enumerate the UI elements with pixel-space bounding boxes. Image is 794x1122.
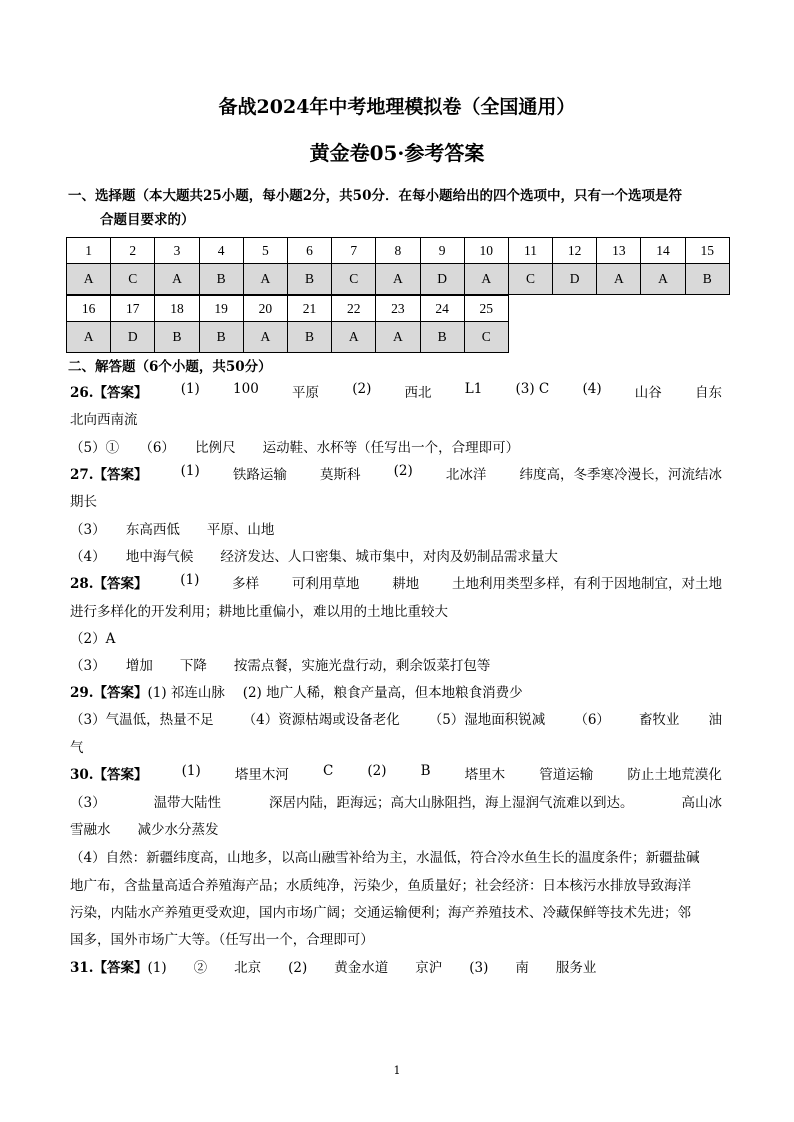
answer-part: 100 bbox=[233, 381, 259, 397]
answer-line bbox=[70, 791, 722, 811]
answer-cell: A bbox=[464, 264, 508, 295]
answer-part: 塔里木河 bbox=[234, 767, 289, 783]
answer-part: 耕地 bbox=[392, 576, 420, 592]
answer-label: 29.【答案】 bbox=[70, 685, 148, 701]
answer-part: 土地利用类型多样，有利于因地制宜，对土地 bbox=[451, 576, 722, 592]
section-choice-line2: 合题目要求的） bbox=[100, 212, 195, 228]
answer-part: C bbox=[322, 763, 334, 779]
answer-cell: C bbox=[332, 264, 376, 295]
answer-part: （4）资源枯竭或设备老化 bbox=[242, 712, 400, 728]
answer-cell: B bbox=[199, 264, 243, 295]
answer-cell: A bbox=[243, 264, 287, 295]
question-number-cell: 19 bbox=[199, 296, 243, 322]
answer-cell: A bbox=[332, 322, 376, 353]
answer-line: 国多，国外市场广大等。（任写出一个，合理即可） bbox=[70, 932, 374, 948]
section-choice-line1: 一、选择题（本大题共25小题，每小题2分，共50分．在每小题给出的四个选项中，只有一个选项是符 bbox=[68, 188, 682, 204]
answer-part: 塔里木 bbox=[464, 767, 506, 783]
answer-part: (1) bbox=[181, 763, 201, 779]
answer-part: (2) bbox=[352, 381, 372, 397]
answer-line: （4）自然：新疆纬度高，山地多，以高山融雪补给为主，水温低，符合冷水鱼生长的温度条件；新疆盐碱 bbox=[70, 850, 700, 866]
answer-cell: A bbox=[597, 264, 641, 295]
question-number-cell: 22 bbox=[332, 296, 376, 322]
answer-part: 莫斯科 bbox=[320, 467, 361, 483]
question-number-cell: 6 bbox=[287, 238, 331, 264]
answer-part: (4) bbox=[582, 381, 602, 397]
question-number-cell: 16 bbox=[67, 296, 111, 322]
answer-part: 多样 bbox=[232, 576, 260, 592]
answer-cell: D bbox=[553, 264, 597, 295]
answer-cell: B bbox=[287, 264, 331, 295]
answer-part: B bbox=[420, 763, 431, 779]
answer-label: 27.【答案】 bbox=[70, 467, 148, 483]
answer-part: 北冰洋 bbox=[445, 467, 487, 483]
answer-part: 自东 bbox=[695, 385, 722, 401]
question-number-cell: 15 bbox=[685, 238, 729, 264]
answer-cell: A bbox=[376, 322, 420, 353]
answer-cell: A bbox=[67, 322, 111, 353]
answer-line: 雪融水 减少水分蒸发 bbox=[70, 822, 219, 838]
section-choice-heading bbox=[68, 184, 728, 232]
answer-line bbox=[70, 763, 722, 783]
answer-part: 防止土地荒漠化 bbox=[627, 767, 722, 783]
answer-line bbox=[70, 708, 722, 728]
answer-table-2 bbox=[66, 295, 509, 353]
answer-line bbox=[70, 681, 523, 701]
answer-part: (1) bbox=[180, 381, 200, 397]
answer-row bbox=[67, 322, 509, 353]
question-number-cell: 20 bbox=[243, 296, 287, 322]
question-number-cell: 4 bbox=[199, 238, 243, 264]
answer-line bbox=[70, 956, 596, 976]
answer-part: 纬度高，冬季寒冷漫长，河流结冰 bbox=[519, 467, 722, 483]
answer-cell: A bbox=[641, 264, 685, 295]
answer-part: 畜牧业 bbox=[638, 712, 680, 728]
answer-text: (1) ② 北京 (2) 黄金水道 京沪 (3) 南 服务业 bbox=[147, 960, 597, 976]
question-number-cell: 9 bbox=[420, 238, 464, 264]
question-number-cell: 8 bbox=[376, 238, 420, 264]
question-number-cell: 14 bbox=[641, 238, 685, 264]
question-number-cell: 10 bbox=[464, 238, 508, 264]
answer-cell: A bbox=[376, 264, 420, 295]
answer-cell: C bbox=[111, 264, 155, 295]
answer-part: 油 bbox=[708, 712, 722, 728]
question-number-row bbox=[67, 238, 730, 264]
answer-label: 30.【答案】 bbox=[70, 767, 148, 783]
page-number: 1 bbox=[393, 1064, 401, 1077]
answer-cell: B bbox=[199, 322, 243, 353]
question-number-cell: 11 bbox=[508, 238, 552, 264]
question-number-cell: 5 bbox=[243, 238, 287, 264]
question-number-cell: 1 bbox=[67, 238, 111, 264]
question-number-cell: 7 bbox=[332, 238, 376, 264]
answer-part: (1) bbox=[180, 463, 200, 479]
answer-line: 进行多样化的开发利用；耕地比重偏小，难以用的土地比重较大 bbox=[70, 604, 448, 620]
question-number-cell: 12 bbox=[553, 238, 597, 264]
answer-line: （3） 增加 下降 按需点餐，实施光盘行动，剩余饭菜打包等 bbox=[70, 658, 491, 674]
answer-line bbox=[70, 463, 722, 483]
answer-line: 污染，内陆水产养殖更受欢迎，国内市场广阔；交通运输便利；海产养殖技术、冷藏保鲜等技术先进；邻 bbox=[70, 905, 691, 921]
answer-line: 期长 bbox=[70, 494, 97, 510]
answer-label: 31.【答案】 bbox=[70, 960, 148, 976]
answer-part: （3）气温低，热量不足 bbox=[70, 712, 214, 728]
answer-cell: A bbox=[67, 264, 111, 295]
answer-line: 地广布，含盐量高适合养殖海产品；水质纯净，污染少，鱼质量好；社会经济：日本核污水排放导致海洋 bbox=[70, 878, 691, 894]
answer-part: （6） bbox=[574, 712, 610, 728]
answer-part: (2) bbox=[393, 463, 413, 479]
answer-part: (1) bbox=[180, 572, 200, 588]
answer-cell: B bbox=[155, 322, 199, 353]
question-number-row bbox=[67, 296, 509, 322]
answer-part: 温带大陆性 bbox=[153, 795, 222, 811]
answer-text: (1) 祁连山脉 (2) 地广人稀，粮食产量高，但本地粮食消费少 bbox=[147, 685, 523, 701]
answer-part: 平原 bbox=[292, 385, 320, 401]
answer-cell: A bbox=[155, 264, 199, 295]
answer-part: L1 bbox=[464, 381, 483, 397]
answer-part: 西北 bbox=[404, 385, 432, 401]
answer-cell: A bbox=[243, 322, 287, 353]
question-number-cell: 23 bbox=[376, 296, 420, 322]
question-number-cell: 25 bbox=[464, 296, 508, 322]
answer-part: 山谷 bbox=[634, 385, 662, 401]
answer-part: （5）湿地面积锐减 bbox=[428, 712, 546, 728]
answer-cell: B bbox=[287, 322, 331, 353]
answer-cell: B bbox=[420, 322, 464, 353]
answer-line bbox=[70, 381, 722, 401]
question-number-cell: 18 bbox=[155, 296, 199, 322]
answer-cell: B bbox=[685, 264, 729, 295]
exam-title: 备战2024年中考地理模拟卷（全国通用） bbox=[218, 96, 576, 118]
answer-cell: D bbox=[420, 264, 464, 295]
answer-part: （3） bbox=[70, 795, 106, 811]
question-number-cell: 17 bbox=[111, 296, 155, 322]
question-number-cell: 2 bbox=[111, 238, 155, 264]
answer-part: (2) bbox=[367, 763, 387, 779]
answer-part: 可利用草地 bbox=[291, 576, 360, 592]
answer-line: 气 bbox=[70, 740, 84, 756]
question-number-cell: 13 bbox=[597, 238, 641, 264]
answer-cell: C bbox=[464, 322, 508, 353]
section-answer-heading: 二、解答题（6个小题，共50分） bbox=[68, 359, 272, 375]
question-number-cell: 3 bbox=[155, 238, 199, 264]
answer-line: （3） 东高西低 平原、山地 bbox=[70, 522, 275, 538]
answer-part: 管道运输 bbox=[539, 767, 594, 783]
answer-part: 高山冰 bbox=[681, 795, 722, 811]
answer-row bbox=[67, 264, 730, 295]
answer-line: （5）① （6） 比例尺 运动鞋、水杯等（任写出一个，合理即可） bbox=[70, 440, 520, 456]
answer-part: 深居内陆，距海远；高大山脉阻挡，海上湿润气流难以到达。 bbox=[269, 795, 634, 811]
question-number-cell: 24 bbox=[420, 296, 464, 322]
answer-label: 28.【答案】 bbox=[70, 576, 148, 592]
answer-cell: D bbox=[111, 322, 155, 353]
answer-key-title: 黄金卷05·参考答案 bbox=[309, 141, 485, 165]
answer-cell: C bbox=[508, 264, 552, 295]
answer-line: 北向西南流 bbox=[70, 412, 138, 428]
answer-table-1 bbox=[66, 237, 730, 295]
question-number-cell: 21 bbox=[287, 296, 331, 322]
answer-part: 铁路运输 bbox=[232, 467, 287, 483]
answer-line: （4） 地中海气候 经济发达、人口密集、城市集中，对肉及奶制品需求量大 bbox=[70, 549, 558, 565]
answer-part: (3) C bbox=[515, 381, 550, 397]
answer-line: （2）A bbox=[70, 631, 116, 647]
answer-label: 26.【答案】 bbox=[70, 385, 148, 401]
answer-line bbox=[70, 572, 722, 592]
